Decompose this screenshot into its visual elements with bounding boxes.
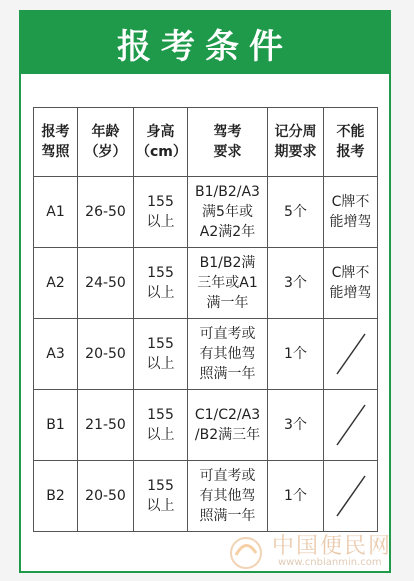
header-age: 年龄 （岁）: [78, 108, 134, 177]
header-height: 身高 （cm）: [134, 108, 188, 177]
height-cell: 155 以上: [134, 177, 188, 248]
age-cell: 20-50: [78, 461, 134, 532]
header-points: 记分周 期要求: [268, 108, 324, 177]
requirement-cell: B1/B2满 三年或A1 满一年: [188, 248, 268, 319]
header-license: 报考 驾照: [34, 108, 78, 177]
page-title: 报考条件: [117, 26, 293, 67]
license-cell: B1: [34, 390, 78, 461]
age-cell: 26-50: [78, 177, 134, 248]
watermark-url: www.cnbianmin.com: [278, 557, 382, 568]
title-banner: [21, 12, 389, 74]
license-cell: B2: [34, 461, 78, 532]
restriction-cell: [324, 461, 378, 532]
table-row: [34, 248, 378, 319]
age-cell: 20-50: [78, 319, 134, 390]
not-applicable-slash-icon: [333, 401, 369, 449]
points-cell: 5个: [268, 177, 324, 248]
age-cell: 24-50: [78, 248, 134, 319]
requirement-cell: C1/C2/A3 /B2满三年: [188, 390, 268, 461]
requirement-cell: 可直考或 有其他驾 照满一年: [188, 319, 268, 390]
table-row: [34, 177, 378, 248]
restriction-cell: [324, 390, 378, 461]
requirement-cell: 可直考或 有其他驾 照满一年: [188, 461, 268, 532]
not-applicable-slash-icon: [333, 330, 369, 378]
restriction-cell: [324, 319, 378, 390]
header-requirement: 驾考 要求: [188, 108, 268, 177]
age-cell: 21-50: [78, 390, 134, 461]
height-cell: 155 以上: [134, 390, 188, 461]
watermark: [226, 529, 396, 573]
points-cell: 1个: [268, 461, 324, 532]
watermark-logo-icon: [226, 531, 266, 571]
points-cell: 1个: [268, 319, 324, 390]
not-applicable-slash-icon: [333, 472, 369, 520]
table-row: [34, 461, 378, 532]
restriction-cell: C牌不 能增驾: [324, 177, 378, 248]
conditions-card: [19, 10, 391, 573]
requirement-cell: B1/B2/A3 满5年或 A2满2年: [188, 177, 268, 248]
table-header-row: [34, 108, 378, 177]
points-cell: 3个: [268, 390, 324, 461]
license-cell: A3: [34, 319, 78, 390]
height-cell: 155 以上: [134, 248, 188, 319]
license-cell: A2: [34, 248, 78, 319]
header-restriction: 不能 报考: [324, 108, 378, 177]
license-cell: A1: [34, 177, 78, 248]
height-cell: 155 以上: [134, 319, 188, 390]
restriction-cell: C牌不 能增驾: [324, 248, 378, 319]
table-row: [34, 390, 378, 461]
height-cell: 155 以上: [134, 461, 188, 532]
conditions-table: [33, 107, 378, 532]
table-row: [34, 319, 378, 390]
points-cell: 3个: [268, 248, 324, 319]
watermark-text: 中国便民网: [272, 534, 393, 559]
